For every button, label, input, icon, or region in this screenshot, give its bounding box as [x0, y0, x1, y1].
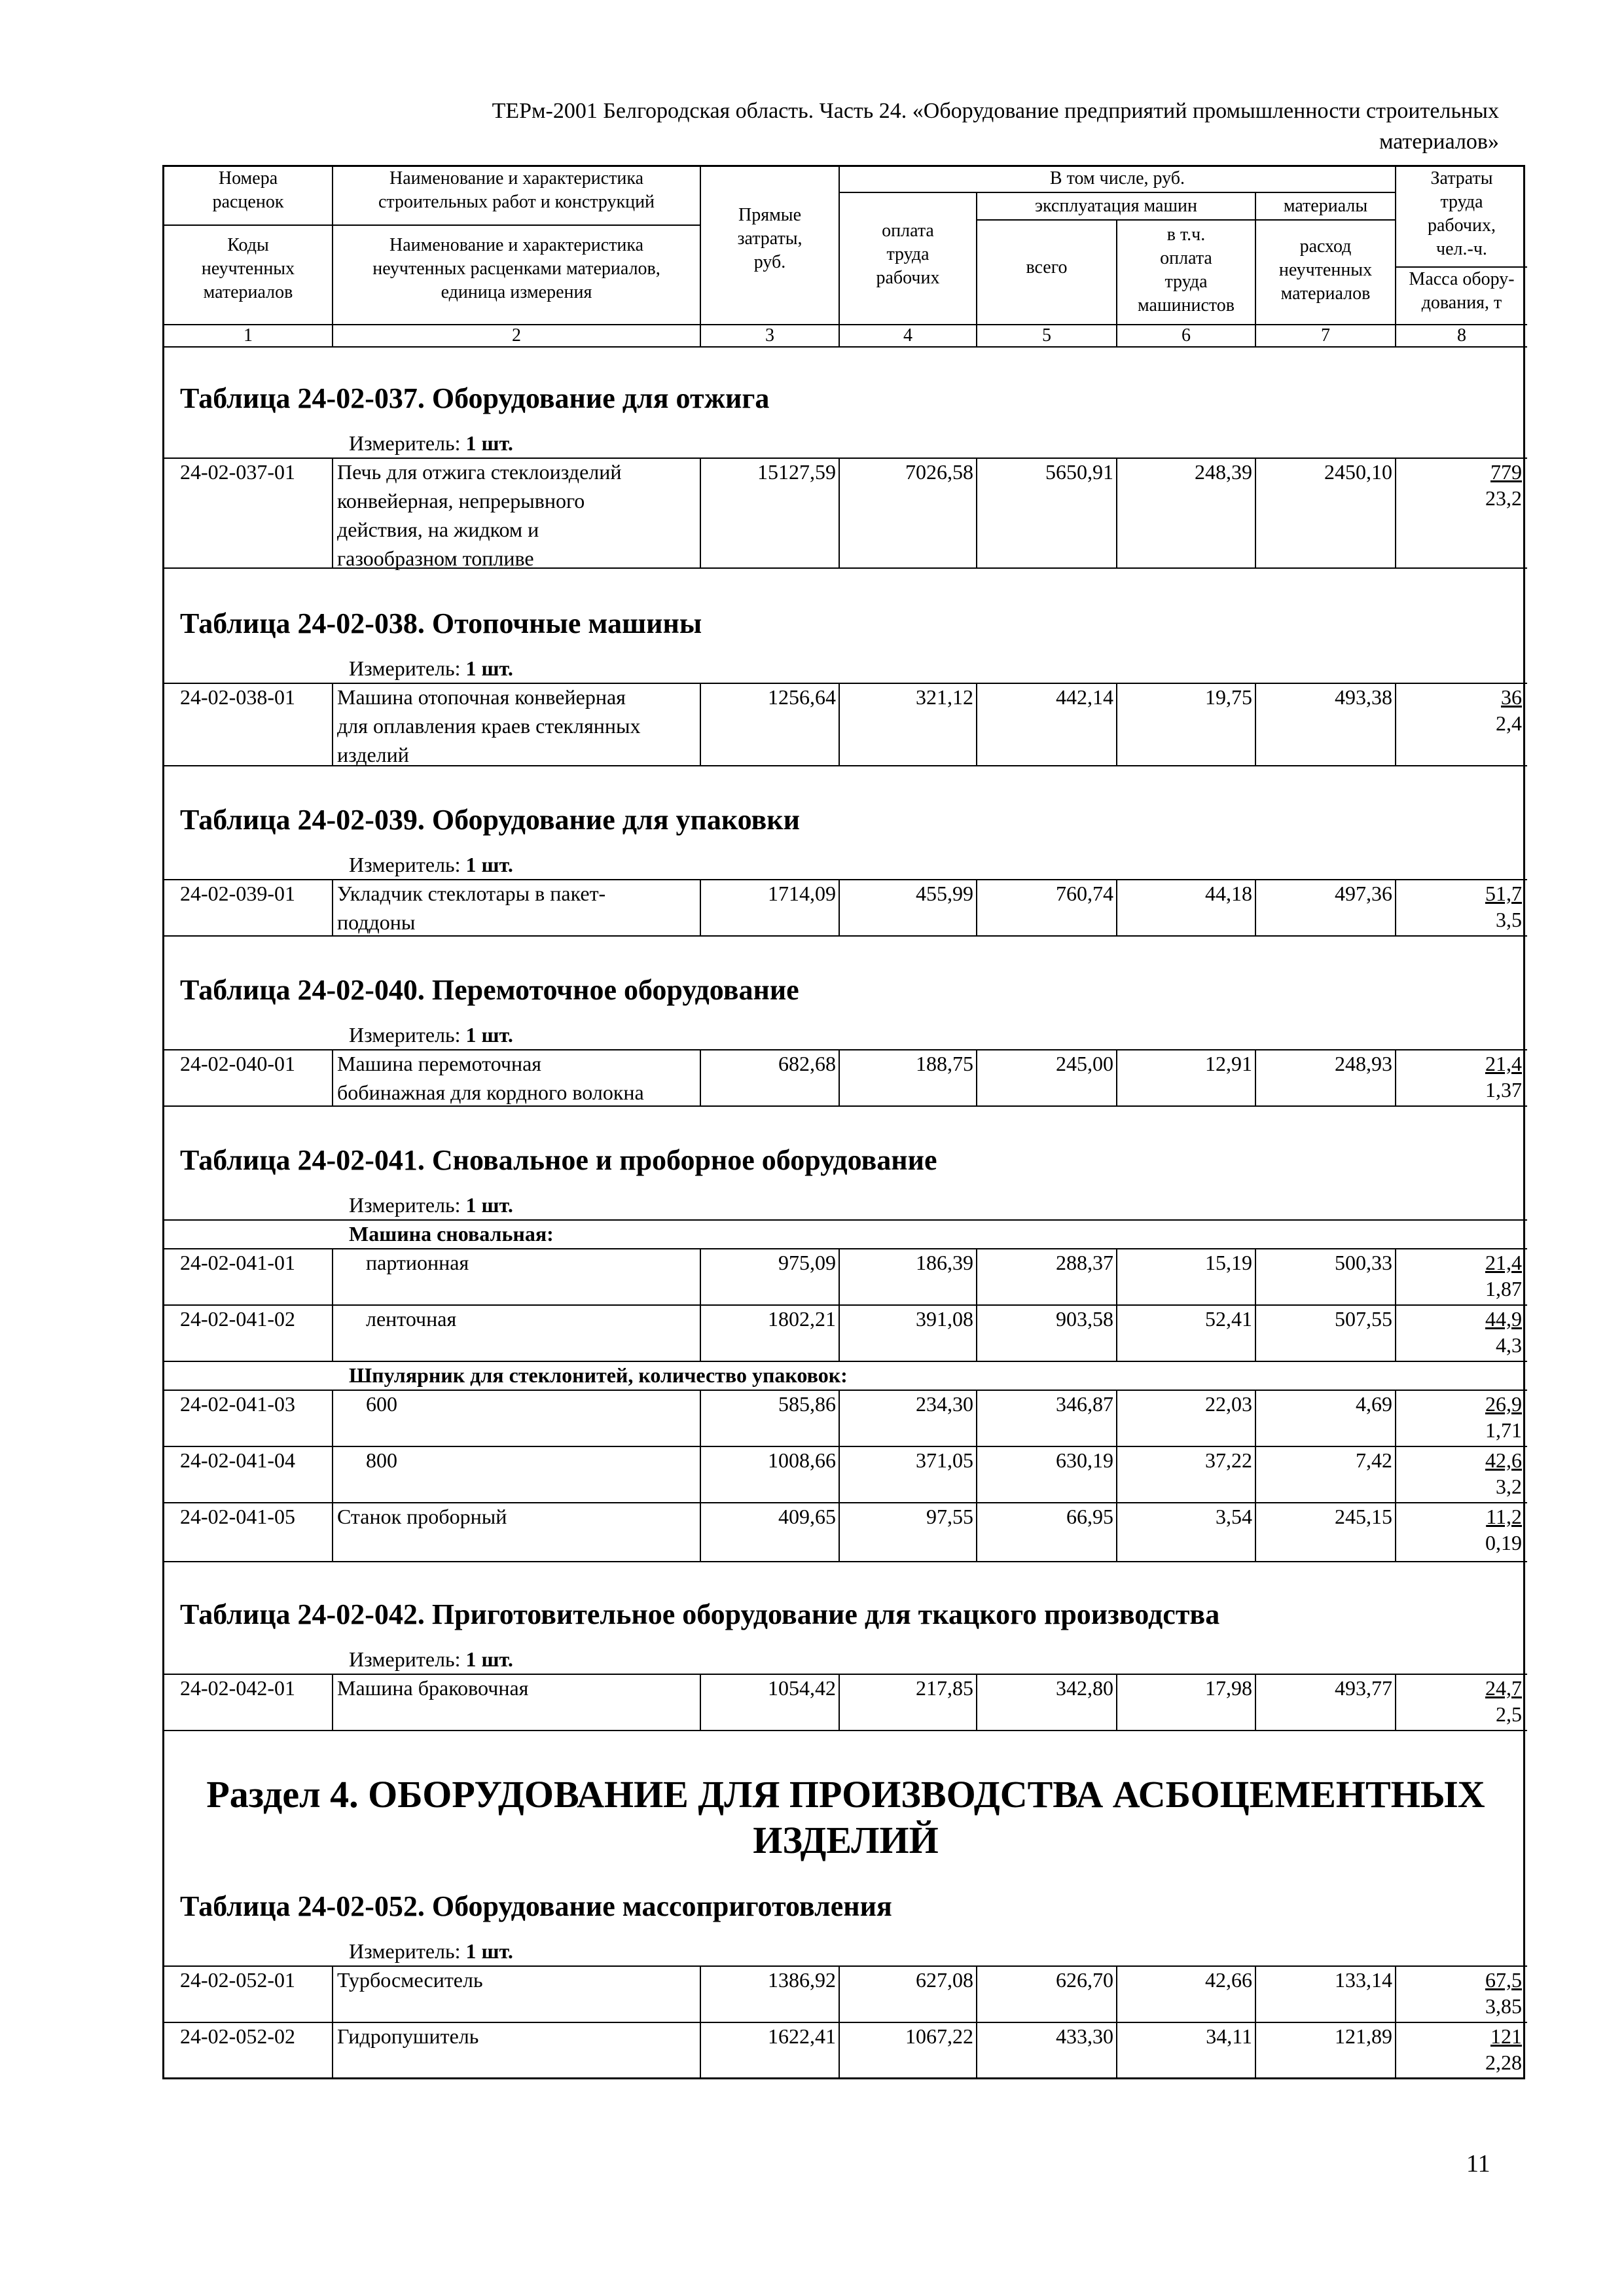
rate-name: 600: [366, 1392, 397, 1416]
rate-code: 24-02-039-01: [180, 882, 295, 905]
machine-cost: 626,70: [1056, 1968, 1113, 1992]
header-divider: [839, 192, 1395, 193]
labor-cost: 371,05: [916, 1448, 973, 1472]
rate-name: Гидропушитель: [337, 2024, 479, 2048]
machinist-labor-cost: 44,18: [1205, 882, 1252, 905]
materials-cost: 493,77: [1335, 1676, 1392, 1700]
page-number: 11: [1466, 2150, 1490, 2178]
rate-name: Печь для отжига стеклоизделий конвейерная, непрерывного действия, на жидком и газообразном топливе: [337, 460, 622, 570]
labor-cost: 188,75: [916, 1052, 973, 1075]
equipment-mass: 4,3: [1496, 1333, 1522, 1357]
direct-cost: 682,68: [778, 1052, 836, 1075]
table-row-041-04: [164, 1446, 1527, 1503]
col-number-1: 1: [244, 325, 253, 346]
col-number-3: 3: [765, 325, 774, 346]
labor-hours: 42,6: [1485, 1448, 1522, 1472]
table-row-041-02: [164, 1304, 1527, 1362]
machine-cost: 66,95: [1066, 1505, 1113, 1528]
row-border: [164, 1561, 1527, 1562]
labor-cost: 455,99: [916, 882, 973, 905]
rate-name: ленточная: [366, 1307, 457, 1331]
machinist-labor-cost: 248,39: [1195, 460, 1252, 484]
machinist-labor-cost: 52,41: [1205, 1307, 1252, 1331]
machinist-labor-cost: 3,54: [1216, 1505, 1252, 1528]
machine-cost: 903,58: [1056, 1307, 1113, 1331]
table-title-037: Таблица 24-02-037. Оборудование для отжига: [180, 382, 770, 414]
machine-cost: 442,14: [1056, 685, 1113, 709]
col8-header-top: Затраты труда рабочих, чел.-ч.: [1427, 168, 1496, 259]
table-title-052: Таблица 24-02-052. Оборудование массоприготовления: [180, 1890, 892, 1922]
rate-name: Станок проборный: [337, 1505, 507, 1528]
materials-cost: 507,55: [1335, 1307, 1392, 1331]
header-divider: [1395, 266, 1527, 268]
rate-name: Турбосмеситель: [337, 1968, 483, 1992]
table-title-042: Таблица 24-02-042. Приготовительное оборудование для ткацкого производства: [180, 1598, 1220, 1630]
rate-code: 24-02-041-02: [180, 1307, 295, 1331]
rate-name: Укладчик стеклотары в пакет- поддоны: [337, 882, 606, 934]
machinist-labor-cost: 42,66: [1205, 1968, 1252, 1992]
labor-cost: 7026,58: [905, 460, 973, 484]
measure-unit-039: Измеритель: 1 шт.: [349, 853, 513, 876]
labor-hours: 11,2: [1486, 1505, 1522, 1528]
machine-cost: 245,00: [1056, 1052, 1113, 1075]
col8-header-bottom: Масса обору- дования, т: [1409, 269, 1515, 313]
col-number-5: 5: [1042, 325, 1051, 346]
rate-code: 24-02-041-03: [180, 1392, 295, 1416]
direct-cost: 1802,21: [768, 1307, 836, 1331]
labor-hours: 21,4: [1485, 1052, 1522, 1075]
labor-cost: 234,30: [916, 1392, 973, 1416]
table-title-040: Таблица 24-02-040. Перемоточное оборудование: [180, 974, 799, 1006]
materials-cost: 2450,10: [1324, 460, 1392, 484]
machinist-labor-cost: 22,03: [1205, 1392, 1252, 1416]
col-divider: [332, 1965, 333, 2023]
col-divider: [332, 1674, 333, 1731]
materials-cost: 245,15: [1335, 1505, 1392, 1528]
labor-hours: 21,4: [1485, 1251, 1522, 1274]
labor-cost: 97,55: [926, 1505, 973, 1528]
col-number-4: 4: [903, 325, 912, 346]
col1-header-bottom: Коды неучтенных материалов: [201, 235, 295, 302]
header-divider: [839, 167, 840, 348]
equipment-mass: 2,4: [1496, 711, 1522, 735]
equipment-mass: 3,85: [1485, 1994, 1522, 2018]
machine-cost: 342,80: [1056, 1676, 1113, 1700]
table-title-039: Таблица 24-02-039. Оборудование для упаковки: [180, 804, 801, 836]
table-row-041-03: [164, 1390, 1527, 1447]
labor-cost: 217,85: [916, 1676, 973, 1700]
materials-cost: 493,38: [1335, 685, 1392, 709]
machine-cost: 288,37: [1056, 1251, 1113, 1274]
equipment-mass: 23,2: [1485, 486, 1522, 510]
table-row-041-05: [164, 1502, 1527, 1562]
materials-cost: 497,36: [1335, 882, 1392, 905]
labor-hours: 24,7: [1485, 1676, 1522, 1700]
document-header-line1: ТЕРм-2001 Белгородская область. Часть 24. «Оборудование предприятий промышленности строительных: [492, 99, 1499, 123]
machinist-labor-cost: 15,19: [1205, 1251, 1252, 1274]
materials-cost: 248,93: [1335, 1052, 1392, 1075]
header-divider: [164, 224, 700, 226]
rate-code: 24-02-040-01: [180, 1052, 295, 1075]
equipment-mass: 0,19: [1485, 1531, 1522, 1554]
table-row-041-01: [164, 1248, 1527, 1306]
equipment-mass: 1,71: [1485, 1418, 1522, 1442]
col6-header: в т.ч. оплата труда машинистов: [1138, 224, 1235, 315]
equipment-mass: 1,37: [1485, 1078, 1522, 1102]
table-row-052-01: [164, 1965, 1527, 2023]
direct-cost: 585,86: [778, 1392, 836, 1416]
in-total-header: В том числе, руб.: [1049, 168, 1185, 188]
materials-cost: 133,14: [1335, 1968, 1392, 1992]
header-divider: [332, 167, 333, 348]
col4-header: оплата труда рабочих: [876, 221, 940, 288]
table-row-052-02: [164, 2022, 1527, 2079]
col-divider: [332, 1248, 333, 1306]
col-number-8: 8: [1457, 325, 1466, 346]
col3-header: Прямые затраты, руб.: [737, 205, 803, 272]
labor-cost: 1067,22: [905, 2024, 973, 2048]
direct-cost: 1386,92: [768, 1968, 836, 1992]
table-row-040-01: [164, 1049, 1527, 1107]
rate-code: 24-02-052-01: [180, 1968, 295, 1992]
direct-cost: 975,09: [778, 1251, 836, 1274]
table-row-039-01: [164, 879, 1527, 937]
rates-table: [162, 165, 1525, 2079]
col-divider: [332, 1502, 333, 1562]
table-row-042-01: [164, 1674, 1527, 1731]
col-divider: [332, 457, 333, 569]
machine-cost: 346,87: [1056, 1392, 1113, 1416]
header-divider: [1395, 167, 1396, 348]
group-heading-warping-machine: Машина сновальная:: [349, 1222, 554, 1246]
col-divider: [332, 683, 333, 766]
row-border: [164, 1730, 1527, 1731]
col-divider: [332, 2022, 333, 2079]
header-divider: [164, 346, 1527, 348]
col-divider: [332, 1390, 333, 1447]
header-divider: [976, 219, 1395, 221]
col7-header: расход неучтенных материалов: [1278, 236, 1373, 304]
machines-header: эксплуатация машин: [1035, 196, 1197, 216]
table-title-041: Таблица 24-02-041. Сновальное и проборное оборудование: [180, 1144, 937, 1176]
equipment-mass: 3,5: [1496, 908, 1522, 931]
rate-code: 24-02-042-01: [180, 1676, 295, 1700]
col2-header-top: Наименование и характеристика строительных работ и конструкций: [378, 168, 655, 212]
col-divider: [332, 1049, 333, 1107]
col-divider: [332, 1446, 333, 1503]
machinist-labor-cost: 37,22: [1205, 1448, 1252, 1472]
col-number-7: 7: [1321, 325, 1330, 346]
rate-name: Машина браковочная: [337, 1676, 529, 1700]
rate-code: 24-02-052-02: [180, 2024, 295, 2048]
labor-hours: 36: [1501, 685, 1522, 709]
labor-hours: 67,5: [1485, 1968, 1522, 1992]
equipment-mass: 2,28: [1485, 2051, 1522, 2074]
machinist-labor-cost: 12,91: [1205, 1052, 1252, 1075]
measure-unit-040: Измеритель: 1 шт.: [349, 1023, 513, 1047]
direct-cost: 1714,09: [768, 882, 836, 905]
col-number-2: 2: [512, 325, 521, 346]
materials-cost: 4,69: [1356, 1392, 1392, 1416]
measure-unit-038: Измеритель: 1 шт.: [349, 656, 513, 680]
direct-cost: 409,65: [778, 1505, 836, 1528]
labor-hours: 26,9: [1485, 1392, 1522, 1416]
equipment-mass: 2,5: [1496, 1702, 1522, 1726]
labor-cost: 321,12: [916, 685, 973, 709]
rate-code: 24-02-041-05: [180, 1505, 295, 1528]
materials-header: материалы: [1283, 196, 1368, 216]
col2-header-bottom: Наименование и характеристика неучтенных расценками материалов, единица измерения: [372, 235, 660, 302]
direct-cost: 1256,64: [768, 685, 836, 709]
machinist-labor-cost: 19,75: [1205, 685, 1252, 709]
header-divider: [164, 324, 1527, 325]
group-heading-creel: Шпулярник для стеклонитей, количество упаковок:: [349, 1363, 848, 1387]
measure-unit-042: Измеритель: 1 шт.: [349, 1647, 513, 1671]
rate-name: Машина перемоточная бобинажная для кордного волокна: [337, 1052, 644, 1104]
document-header-line2: материалов»: [1379, 130, 1499, 154]
materials-cost: 500,33: [1335, 1251, 1392, 1274]
materials-cost: 7,42: [1356, 1448, 1392, 1472]
equipment-mass: 1,87: [1485, 1277, 1522, 1300]
machinist-labor-cost: 34,11: [1206, 2024, 1252, 2048]
direct-cost: 1054,42: [768, 1676, 836, 1700]
col-number-6: 6: [1182, 325, 1191, 346]
labor-cost: 627,08: [916, 1968, 973, 1992]
measure-unit-037: Измеритель: 1 шт.: [349, 431, 513, 455]
table-title-038: Таблица 24-02-038. Отопочные машины: [180, 607, 702, 639]
col5-header: всего: [1026, 257, 1068, 278]
direct-cost: 15127,59: [757, 460, 836, 484]
labor-hours: 44,9: [1485, 1307, 1522, 1331]
machine-cost: 5650,91: [1045, 460, 1113, 484]
labor-hours: 121: [1490, 2024, 1522, 2048]
rate-name: Машина отопочная конвейерная для оплавления краев стеклянных изделий: [337, 685, 641, 766]
header-divider: [1116, 219, 1117, 348]
labor-hours: 51,7: [1485, 882, 1522, 905]
direct-cost: 1622,41: [768, 2024, 836, 2048]
machinist-labor-cost: 17,98: [1205, 1676, 1252, 1700]
rate-name: партионная: [366, 1251, 469, 1274]
machine-cost: 630,19: [1056, 1448, 1113, 1472]
section-heading: Раздел 4. ОБОРУДОВАНИЕ ДЛЯ ПРОИЗВОДСТВА АСБОЦЕМЕНТНЫХ ИЗДЕЛИЙ: [206, 1773, 1485, 1861]
rate-name: 800: [366, 1448, 397, 1472]
rate-code: 24-02-041-04: [180, 1448, 295, 1472]
labor-cost: 186,39: [916, 1251, 973, 1274]
equipment-mass: 3,2: [1496, 1475, 1522, 1498]
measure-unit-041: Измеритель: 1 шт.: [349, 1193, 513, 1217]
direct-cost: 1008,66: [768, 1448, 836, 1472]
rate-code: 24-02-041-01: [180, 1251, 295, 1274]
table-row-038-01: [164, 683, 1527, 766]
machine-cost: 433,30: [1056, 2024, 1113, 2048]
labor-cost: 391,08: [916, 1307, 973, 1331]
labor-hours: 779: [1490, 460, 1522, 484]
table-row-037-01: [164, 457, 1527, 569]
rate-code: 24-02-038-01: [180, 685, 295, 709]
rate-code: 24-02-037-01: [180, 460, 295, 484]
materials-cost: 121,89: [1335, 2024, 1392, 2048]
col1-header-top: Номера расценок: [212, 168, 284, 212]
col-divider: [332, 879, 333, 937]
machine-cost: 760,74: [1056, 882, 1113, 905]
col-divider: [332, 1304, 333, 1362]
header-divider: [700, 167, 701, 348]
measure-unit-052: Измеритель: 1 шт.: [349, 1939, 513, 1963]
